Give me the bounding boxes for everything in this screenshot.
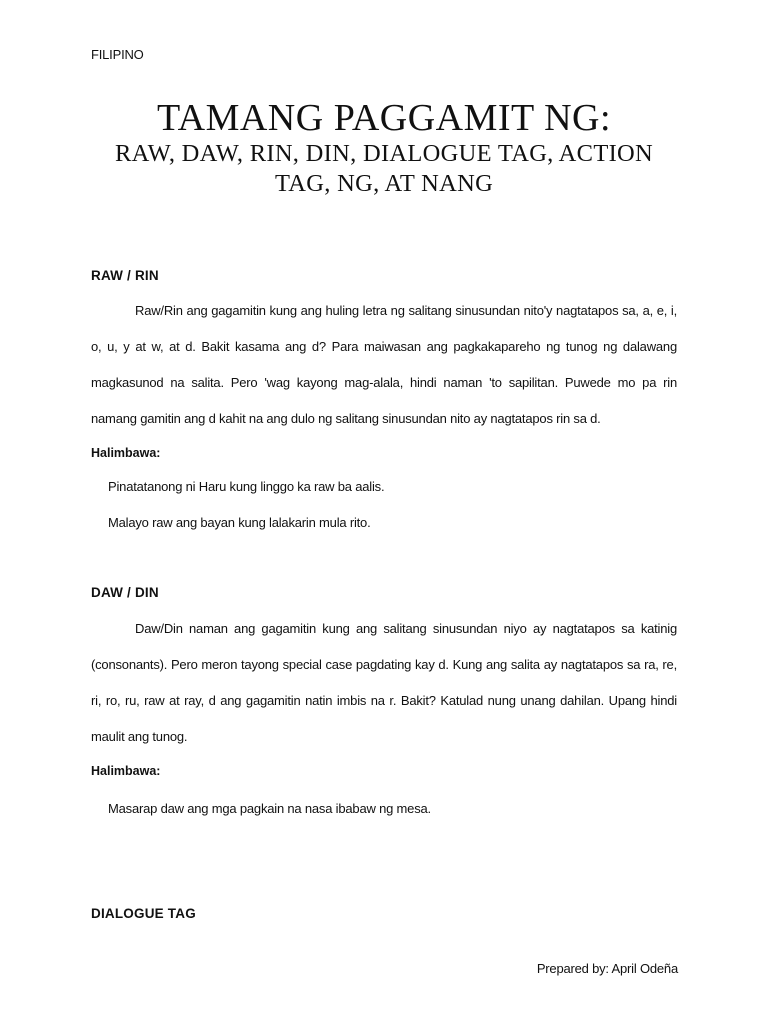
section-heading-dialogue-tag: DIALOGUE TAG [91, 906, 196, 921]
section-paragraph-daw-din: Daw/Din naman ang gagamitin kung ang salitang sinusundan niyo ay nagtatapos sa katinig (consonants). Pero meron tayong special case pagdating kay d. Kung ang salita ay nagtatapos sa ra, re, ri, ro, ru, raw at ray, d ang gagamitin natin imbis na r. Bakit? Katulad nung unang dahilan. Upang hindi maulit ang tunog. [91, 621, 677, 744]
prepared-by: Prepared by: April Odeña [536, 961, 678, 976]
example-label: Halimbawa: [91, 446, 161, 460]
section-heading-daw-din: DAW / DIN [91, 585, 159, 600]
example-label: Halimbawa: [91, 764, 161, 778]
section-heading-raw-rin: RAW / RIN [91, 268, 159, 283]
example-sentence: Malayo raw ang bayan kung lalakarin mula rito. [108, 515, 371, 530]
page-title: TAMANG PAGGAMIT NG: [156, 97, 612, 139]
section-paragraph-raw-rin: Raw/Rin ang gagamitin kung ang huling letra ng salitang sinusundan nito'y nagtatapos sa, a, e, i, o, u, y at w, at d. Bakit kasama ang d? Para maiwasan ang pagkakapareho ng tunog ng dalawang magkasunod na salita. Pero 'wag kayong mag-alala, hindi naman 'to sapilitan. Puwede mo pa rin namang gamitin ang d kahit na ang dulo ng salitang sinusundan nito ay nagtatapos rin sa d. [91, 303, 677, 426]
example-sentence: Pinatatanong ni Haru kung linggo ka raw ba aalis. [108, 479, 385, 494]
example-sentence: Masarap daw ang mga pagkain na nasa ibabaw ng mesa. [108, 801, 431, 816]
page-subtitle: RAW, DAW, RIN, DIN, DIALOGUE TAG, ACTION TAG, NG, AT NANG [114, 140, 654, 197]
subject-label: FILIPINO [91, 47, 144, 62]
